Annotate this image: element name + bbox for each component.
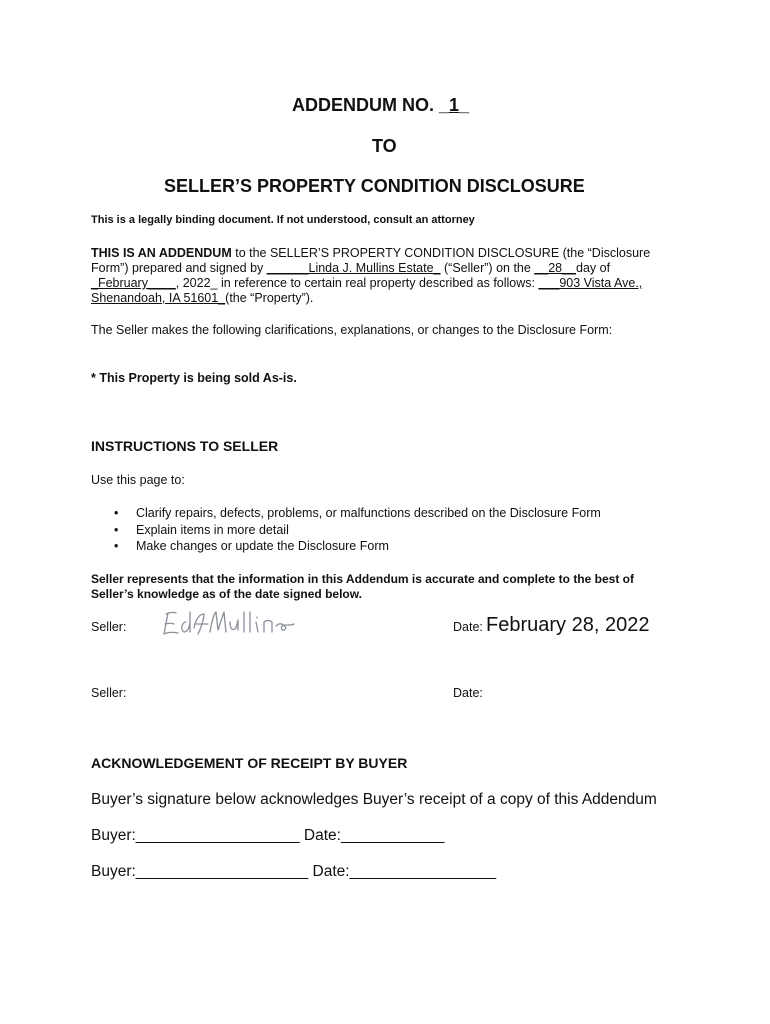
addendum-number: 1 xyxy=(449,95,460,115)
intro-line2-b: (“Seller”) on the xyxy=(440,261,535,275)
buyer-signature-line-1: Buyer:___________________ Date:____________ xyxy=(91,827,445,844)
list-item: • Make changes or update the Disclosure Form xyxy=(136,538,601,555)
representation-line-2: Seller’s knowledge as of the date signed below. xyxy=(91,587,362,601)
clarification-text: The Seller makes the following clarifications, explanations, or changes to the Disclosure Form: xyxy=(91,323,613,337)
intro-line2-c: day of xyxy=(576,261,611,275)
seller-label-2: Seller: xyxy=(91,686,127,700)
legal-warning: This is a legally binding document. If not understood, consult an attorney xyxy=(91,214,475,226)
date-value-1: February 28, 2022 xyxy=(486,614,650,636)
month-field: _February____ xyxy=(91,276,176,290)
list-item: • Explain items in more detail xyxy=(136,522,601,539)
as-is-note: * This Property is being sold As-is. xyxy=(91,371,297,385)
seller-signature-image xyxy=(160,608,300,642)
addendum-suffix: _ xyxy=(459,95,470,115)
seller-label-1: Seller: xyxy=(91,620,127,634)
intro-line2-a: Form”) prepared and signed by xyxy=(91,261,267,275)
buyer-signature-line-2: Buyer:____________________ Date:_________________ xyxy=(91,863,497,880)
use-page-text: Use this page to: xyxy=(91,473,185,487)
intro-line-3 xyxy=(91,276,642,290)
address-field-2: Shenandoah, IA 51601_ xyxy=(91,291,226,305)
instructions-list xyxy=(92,505,601,555)
buyer-ack-text: Buyer’s signature below acknowledges Buyer’s receipt of a copy of this Addendum xyxy=(91,791,657,808)
date-label-2: Date: xyxy=(453,686,483,700)
buyer-section-heading: ACKNOWLEDGEMENT OF RECEIPT BY BUYER xyxy=(91,755,408,771)
intro-lead: THIS IS AN ADDENDUM xyxy=(91,246,232,260)
date-label-1: Date: xyxy=(453,620,483,634)
seller-name-field: ______Linda J. Mullins Estate_ xyxy=(266,261,441,275)
addendum-title xyxy=(292,95,469,116)
representation-line-1: Seller represents that the information in this Addendum is accurate and complete to the best of xyxy=(91,572,634,586)
intro-line1-rest: to the SELLER’S PROPERTY CONDITION DISCLOSURE (the “Disclosure xyxy=(231,246,651,260)
title-to: TO xyxy=(372,136,397,156)
day-field: __28__ xyxy=(534,261,577,275)
intro-line3-a: , 2022_ in reference to certain real property described as follows: xyxy=(175,276,539,290)
intro-line-2 xyxy=(91,261,610,275)
address-field-1: ___903 Vista Ave., xyxy=(538,276,643,290)
instructions-heading: INSTRUCTIONS TO SELLER xyxy=(91,438,279,454)
form-name-title: SELLER’S PROPERTY CONDITION DISCLOSURE xyxy=(164,176,585,196)
intro-line-1 xyxy=(91,246,650,260)
intro-line-4 xyxy=(91,291,313,305)
addendum-prefix: ADDENDUM NO. _ xyxy=(292,95,450,115)
intro-line4-b: (the “Property”). xyxy=(225,291,314,305)
list-item: • Clarify repairs, defects, problems, or malfunctions described on the Disclosure Form xyxy=(136,505,601,522)
